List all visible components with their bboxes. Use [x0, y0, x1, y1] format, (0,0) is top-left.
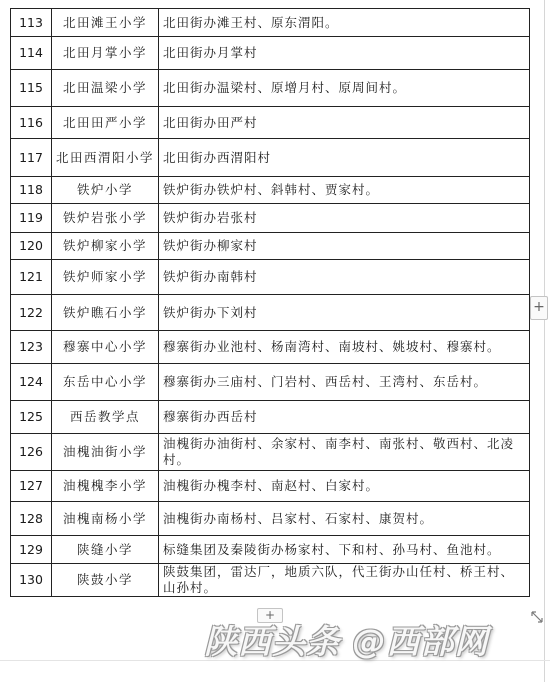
school-name: 铁炉柳家小学	[52, 233, 159, 260]
enrollment-area: 标缝集团及秦陵街办杨家村、下和村、孙马村、鱼池村。	[159, 536, 530, 564]
table-row	[11, 502, 530, 536]
table-row	[11, 37, 530, 70]
table-row	[11, 364, 530, 401]
table-row	[11, 70, 530, 107]
insert-column-button[interactable]: +	[530, 296, 548, 320]
table-row	[11, 204, 530, 233]
school-number: 113	[11, 9, 52, 37]
school-name: 西岳教学点	[52, 401, 159, 434]
school-number: 115	[11, 70, 52, 107]
school-name: 铁炉师家小学	[52, 260, 159, 295]
enrollment-area: 北田街办滩王村、原东渭阳。	[159, 9, 530, 37]
school-name: 油槐南杨小学	[52, 502, 159, 536]
table-row	[11, 331, 530, 364]
school-name: 陕鼓小学	[52, 564, 159, 597]
school-number: 116	[11, 107, 52, 139]
school-name: 油槐槐李小学	[52, 471, 159, 502]
school-name: 北田田严小学	[52, 107, 159, 139]
school-number: 117	[11, 139, 52, 177]
table-row	[11, 471, 530, 502]
enrollment-area: 铁炉街办南韩村	[159, 260, 530, 295]
school-number: 118	[11, 177, 52, 204]
school-name: 铁炉瞧石小学	[52, 295, 159, 331]
school-number: 129	[11, 536, 52, 564]
school-number: 120	[11, 233, 52, 260]
enrollment-area: 铁炉街办岩张村	[159, 204, 530, 233]
enrollment-area: 油槐街办油街村、余家村、南李村、南张村、敬西村、北凌村。	[159, 434, 530, 471]
table-row	[11, 401, 530, 434]
school-number: 128	[11, 502, 52, 536]
school-district-table	[10, 8, 530, 597]
page-frame-right-edge	[544, 0, 545, 682]
enrollment-area: 北田街办月掌村	[159, 37, 530, 70]
table-row	[11, 434, 530, 471]
school-number: 121	[11, 260, 52, 295]
enrollment-area: 铁炉街办柳家村	[159, 233, 530, 260]
table-row	[11, 107, 530, 139]
school-number: 119	[11, 204, 52, 233]
table-row	[11, 139, 530, 177]
school-number: 122	[11, 295, 52, 331]
school-number: 126	[11, 434, 52, 471]
enrollment-area: 穆寨街办三庙村、门岩村、西岳村、王湾村、东岳村。	[159, 364, 530, 401]
school-number: 123	[11, 331, 52, 364]
table-row	[11, 9, 530, 37]
school-name: 北田月掌小学	[52, 37, 159, 70]
school-name: 铁炉小学	[52, 177, 159, 204]
school-name: 北田滩王小学	[52, 9, 159, 37]
table-row	[11, 177, 530, 204]
school-number: 125	[11, 401, 52, 434]
insert-row-button[interactable]: +	[257, 608, 283, 623]
school-name: 穆寨中心小学	[52, 331, 159, 364]
table-row	[11, 564, 530, 597]
enrollment-area: 北田街办温梁村、原增月村、原周间村。	[159, 70, 530, 107]
table-row	[11, 260, 530, 295]
table-row	[11, 536, 530, 564]
school-name: 油槐油街小学	[52, 434, 159, 471]
school-name: 铁炉岩张小学	[52, 204, 159, 233]
table-row	[11, 233, 530, 260]
enrollment-area: 陕鼓集团，雷达厂，地质六队，代王街办山任村、桥王村、山孙村。	[159, 564, 530, 597]
enrollment-area: 穆寨街办业池村、杨南湾村、南坡村、姚坡村、穆寨村。	[159, 331, 530, 364]
enrollment-area: 北田街办田严村	[159, 107, 530, 139]
enrollment-area: 油槐街办南杨村、吕家村、石家村、康贺村。	[159, 502, 530, 536]
school-name: 北田西渭阳小学	[52, 139, 159, 177]
enrollment-area: 穆寨街办西岳村	[159, 401, 530, 434]
table-row	[11, 295, 530, 331]
watermark: 陕西头条 @西部网	[204, 622, 489, 661]
school-number: 127	[11, 471, 52, 502]
school-number: 130	[11, 564, 52, 597]
school-name: 东岳中心小学	[52, 364, 159, 401]
enrollment-area: 铁炉街办铁炉村、斜韩村、贾家村。	[159, 177, 530, 204]
school-number: 124	[11, 364, 52, 401]
enrollment-area: 北田街办西渭阳村	[159, 139, 530, 177]
school-name: 北田温梁小学	[52, 70, 159, 107]
school-name: 陕缝小学	[52, 536, 159, 564]
enrollment-area: 铁炉街办下刘村	[159, 295, 530, 331]
school-number: 114	[11, 37, 52, 70]
enrollment-area: 油槐街办槐李村、南赵村、白家村。	[159, 471, 530, 502]
